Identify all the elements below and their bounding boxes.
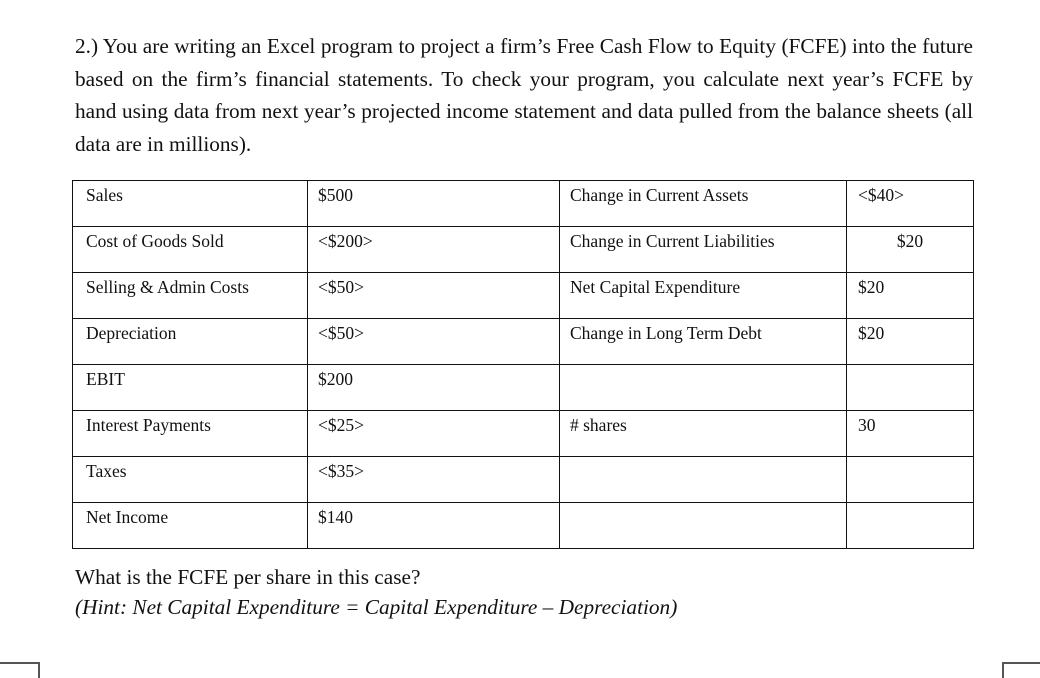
row-value-cell (308, 273, 560, 319)
row-label-cell (73, 411, 308, 457)
row-value2-cell (847, 503, 974, 549)
row-value2-cell (847, 411, 974, 457)
row-value2: $20 (858, 277, 885, 297)
row-label2: Net Capital Expenditure (570, 277, 741, 297)
financial-data-table (72, 180, 974, 549)
row-label2-cell (560, 503, 847, 549)
row-label2: # shares (570, 415, 627, 435)
row-value2: 30 (858, 415, 876, 435)
table-row (73, 411, 974, 457)
row-value-cell (308, 457, 560, 503)
row-label2: Change in Current Liabilities (570, 231, 775, 251)
row-value: $500 (318, 185, 353, 205)
row-label2: Change in Current Assets (570, 185, 749, 205)
row-label-cell (73, 503, 308, 549)
row-value2: <$40> (858, 185, 904, 205)
row-label-cell (73, 273, 308, 319)
row-value2-cell (847, 227, 974, 273)
row-label-cell (73, 227, 308, 273)
row-value: <$50> (318, 277, 364, 297)
row-label2-cell (560, 227, 847, 273)
row-value2-cell (847, 457, 974, 503)
row-value: <$25> (318, 415, 364, 435)
row-label2-cell (560, 319, 847, 365)
table-row (73, 227, 974, 273)
row-label2-cell (560, 365, 847, 411)
row-label2-cell (560, 411, 847, 457)
hint-text: (Hint: Net Capital Expenditure = Capital Expenditure – Depreciation) (75, 595, 678, 619)
row-value-cell (308, 319, 560, 365)
row-label2-cell (560, 273, 847, 319)
row-label-cell (73, 319, 308, 365)
row-value2: $20 (896, 231, 924, 251)
row-label-cell (73, 365, 308, 411)
table-row (73, 457, 974, 503)
row-label-cell (73, 457, 308, 503)
row-value2 (847, 503, 973, 507)
row-label: Net Income (86, 507, 169, 527)
row-value: $140 (318, 507, 353, 527)
question-text: What is the FCFE per share in this case? (75, 565, 421, 589)
row-label2 (560, 457, 846, 461)
row-value: <$35> (318, 461, 364, 481)
row-value-cell (308, 227, 560, 273)
row-label: Interest Payments (86, 415, 211, 435)
row-label2: Change in Long Term Debt (570, 323, 762, 343)
row-label: Sales (86, 185, 123, 205)
row-value-cell (308, 411, 560, 457)
row-value-cell (308, 365, 560, 411)
row-label2 (560, 503, 846, 507)
row-value2: $20 (858, 323, 885, 343)
table-row (73, 273, 974, 319)
row-label-cell (73, 181, 308, 227)
row-label2-cell (560, 457, 847, 503)
problem-intro: 2.) You are writing an Excel program to project a firm’s Free Cash Flow to Equity (FCFE) into the future based on the firm’s financial statements. To check your program, you calculate next year’s FCFE by hand using data from next year’s projected income statement and data pulled from the balance sheets (all data are in millions). (75, 34, 973, 156)
row-value2-cell (847, 181, 974, 227)
row-value2-cell (847, 319, 974, 365)
table-row (73, 319, 974, 365)
row-label: Depreciation (86, 323, 177, 343)
row-value2 (847, 365, 973, 369)
row-label: Cost of Goods Sold (86, 231, 224, 251)
row-value2-cell (847, 273, 974, 319)
row-value: <$200> (318, 231, 373, 251)
table-row (73, 503, 974, 549)
row-value-cell (308, 503, 560, 549)
row-label: Taxes (86, 461, 127, 481)
row-value: $200 (318, 369, 353, 389)
row-label: Selling & Admin Costs (86, 277, 249, 297)
row-value: <$50> (318, 323, 364, 343)
row-label2 (560, 365, 846, 369)
row-label: EBIT (86, 369, 125, 389)
row-value2-cell (847, 365, 974, 411)
row-value-cell (308, 181, 560, 227)
row-value2 (847, 457, 973, 461)
row-label2-cell (560, 181, 847, 227)
table-row (73, 365, 974, 411)
table-row (73, 181, 974, 227)
